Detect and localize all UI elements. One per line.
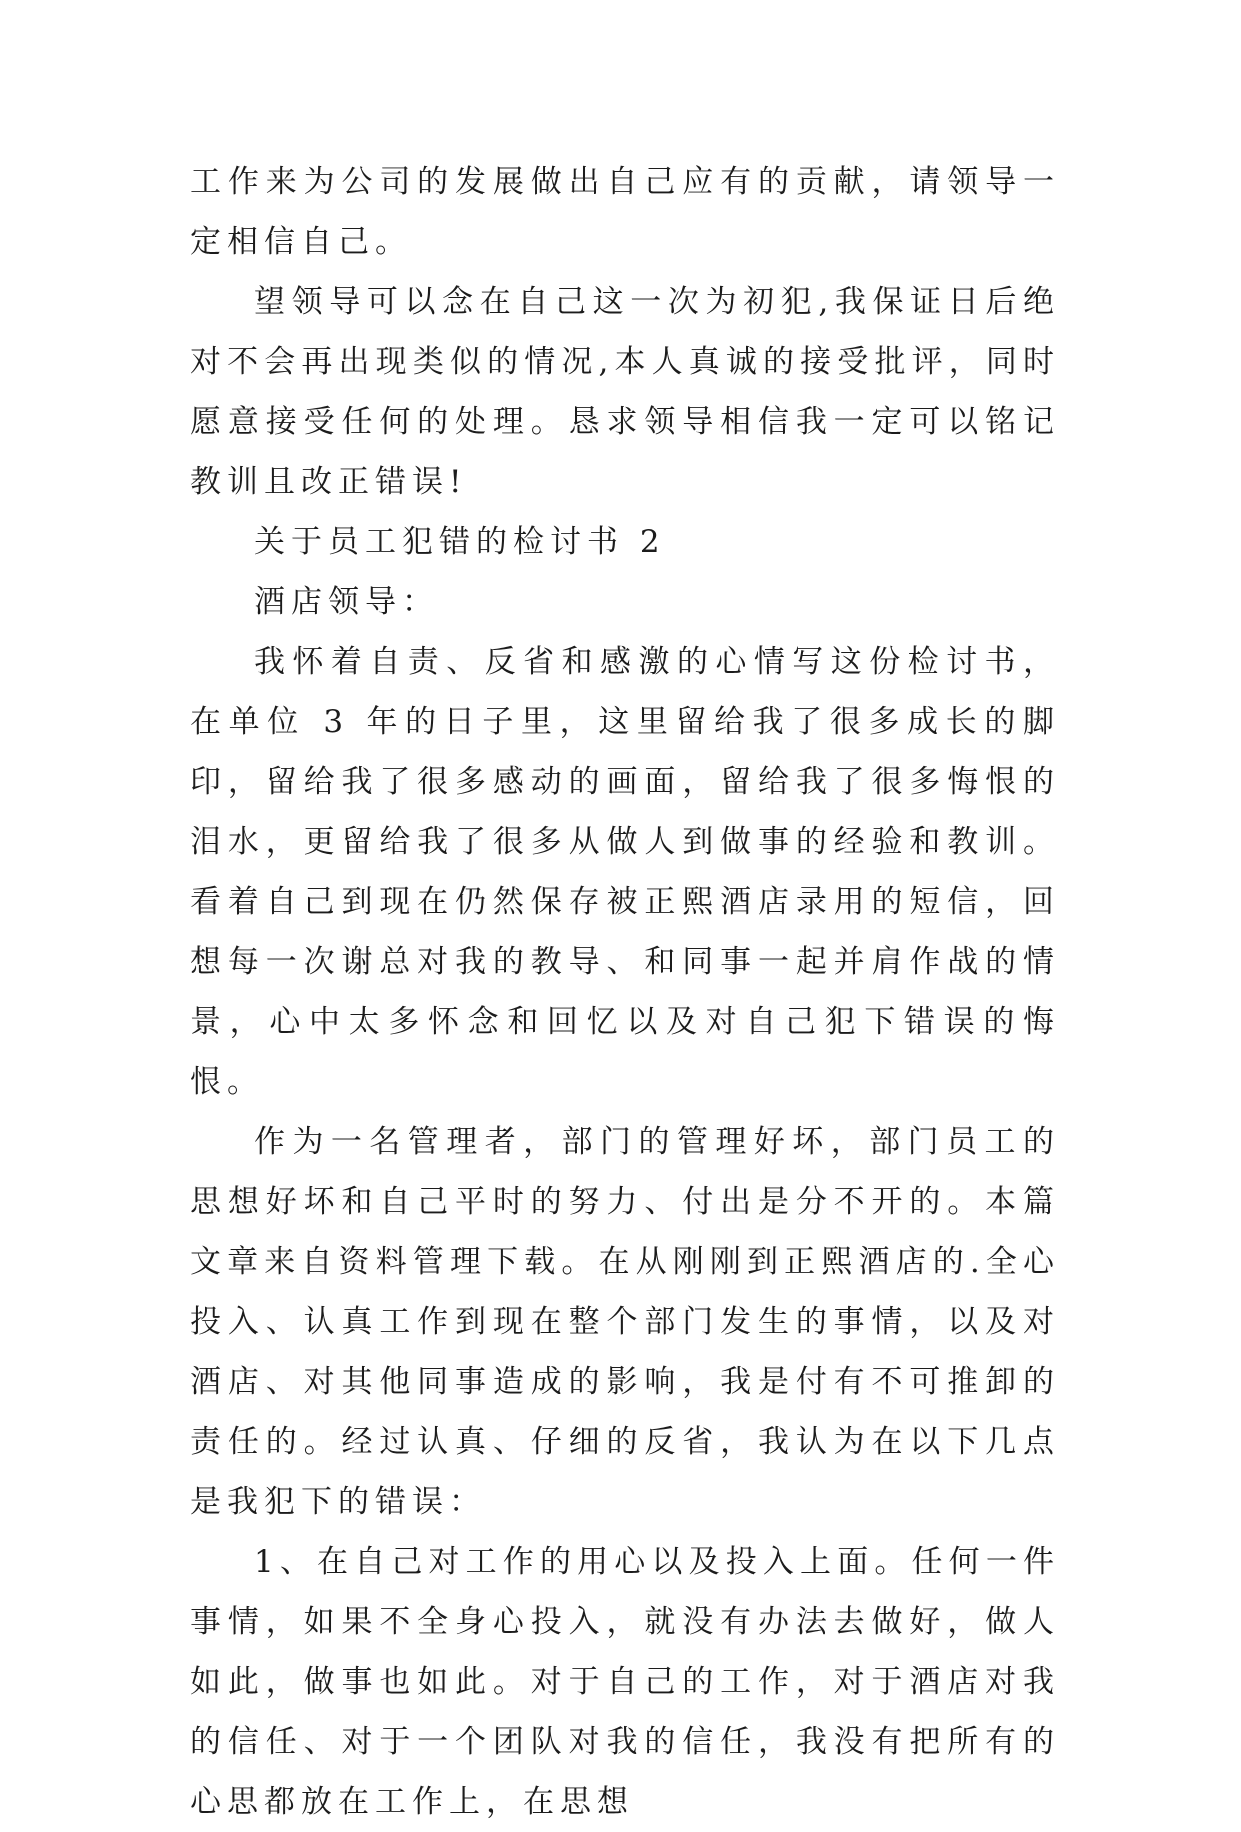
paragraph-responsibility: 作为一名管理者，部门的管理好坏，部门员工的思想好坏和自己平时的努力、付出是分不开的。本篇文章来自资料管理下载。在从刚刚到正熙酒店的.全心投入、认真工作到现在整个部门发生的事情，以及对酒店、对其他同事造成的影响，我是付有不可推卸的责任的。经过认真、仔细的反省，我认为在以下几点是我犯下的错误：: [190, 1124, 1060, 1520]
paragraph-pledge: 望领导可以念在自己这一次为初犯,我保证日后绝对不会再出现类似的情况,本人真诚的接受批评，同时愿意接受任何的处理。恳求领导相信我一定可以铭记教训且改正错误!: [190, 284, 1060, 500]
paragraph-point-1: 1、在自己对工作的用心以及投入上面。任何一件事情，如果不全身心投入，就没有办法去做好，做人如此，做事也如此。对于自己的工作，对于酒店对我的信任、对于一个团队对我的信任，我没有把所有的心思都放在工作上，在思想: [190, 1544, 1060, 1820]
salutation: 酒店领导：: [254, 584, 439, 620]
paragraph-introduction: 我怀着自责、反省和感激的心情写这份检讨书，在单位 3 年的日子里，这里留给我了很多成长的脚印，留给我了很多感动的画面，留给我了很多悔恨的泪水，更留给我了很多从做人到做事的经验和教训。看着自己到现在仍然保存被正熙酒店录用的短信，回想每一次谢总对我的教导、和同事一起并肩作战的情景，心中太多怀念和回忆以及对自己犯下错误的悔恨。: [190, 644, 1060, 1100]
paragraph-continuation: 工作来为公司的发展做出自己应有的贡献，请领导一定相信自己。: [190, 164, 1060, 260]
document-body: [190, 152, 1060, 1832]
section-title: 关于员工犯错的检讨书 2: [254, 524, 666, 560]
